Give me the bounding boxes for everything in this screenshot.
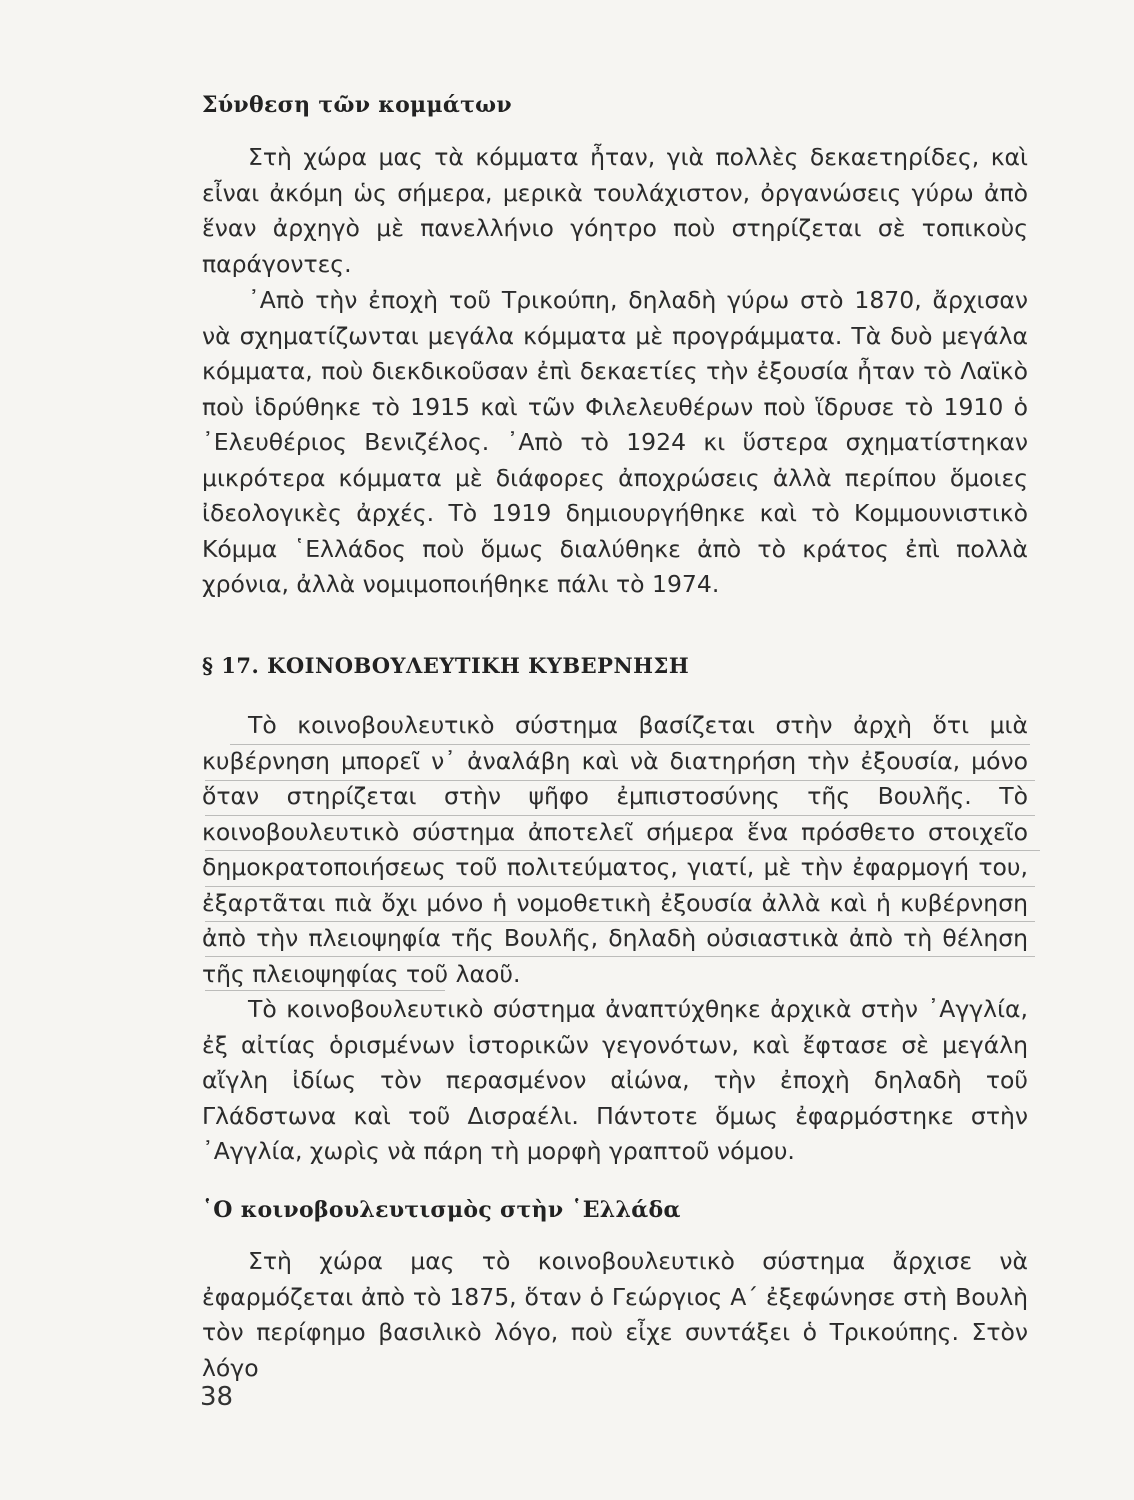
pencil-underline [205, 921, 1035, 922]
pencil-underline [205, 815, 1035, 816]
paragraph-greece-parliamentarism: Στὴ χώρα μας τὸ κοινοβουλευτικὸ σύστημα ἄρχισε νὰ ἐφαρμόζεται ἀπὸ τὸ 1875, ὅταν ὁ Γεώργιος Α΄ ἐξεφώνησε στὴ Βουλὴ τὸν περίφημο βασιλικὸ λόγο, ποὺ εἶχε συντάξει ὁ Τρικούπης. Στὸν λόγο [202, 1247, 1028, 1382]
pencil-underline [205, 850, 1040, 851]
section-heading-parliamentarism-greece: ῾Ο κοινοβουλευτισμὸς στὴν ῾Ελλάδα [202, 1197, 681, 1223]
pencil-underline [205, 886, 1035, 887]
pencil-underline [205, 990, 445, 991]
paragraph-parties-history: ᾿Απὸ τὴν ἐποχὴ τοῦ Τρικούπη, δηλαδὴ γύρω στὸ 1870, ἄρχισαν νὰ σχηματίζωνται μεγάλα κόμματα μὲ προγράμματα. Τὰ δυὸ μεγάλα κόμματα, ποὺ διεκδικοῦσαν ἐπὶ δεκαετίες τὴν ἐξουσία ἦταν τὸ Λαϊκὸ ποὺ ἱδρύθηκε τὸ 1915 καὶ τῶν Φιλελευθέρων ποὺ ἵδρυσε τὸ 1910 ὁ ᾿Ελευθέριος Βενιζέλος. ᾿Απὸ τὸ 1924 κι ὕστερα σχηματίστηκαν μικρότερα κόμματα μὲ διάφορες ἀποχρώσεις ἀλλὰ περίπου ὅμοιες ἰδεολογικὲς ἀρχές. Τὸ 1919 δημιουργήθηκε καὶ τὸ Κομμουνιστικὸ Κόμμα ῾Ελλάδος ποὺ ὅμως διαλύθηκε ἀπὸ τὸ κράτος ἐπὶ πολλὰ χρόνια, ἀλλὰ νομιμοποιήθηκε πάλι τὸ 1974. [202, 286, 1028, 598]
pencil-underline [205, 780, 1035, 781]
paragraph-england-origin: Τὸ κοινοβουλευτικὸ σύστημα ἀναπτύχθηκε ἀρχικὰ στὴν ᾿Αγγλία, ἐξ αἰτίας ὁρισμένων ἱστορικῶν γεγονότων, καὶ ἔφτασε σὲ μεγάλη αἴγλη ἰδίως τὸν περασμένον αἰώνα, τὴν ἐποχὴ δηλαδὴ τοῦ Γλάδστωνα καὶ τοῦ Δισραέλι. Πάντοτε ὅμως ἐφαρμόστηκε στὴν ᾿Αγγλία, χωρὶς νὰ πάρη τὴ μορφὴ γραπτοῦ νόμου. [202, 995, 1028, 1165]
page-number: 38 [200, 1382, 234, 1412]
pencil-underline [230, 744, 1030, 745]
section-heading-party-composition: Σύνθεση τῶν κομμάτων [202, 92, 512, 118]
paragraph-parties-intro: Στὴ χώρα μας τὰ κόμματα ἦταν, γιὰ πολλὲς δεκαετηρίδες, καὶ εἶναι ἀκόμη ὡς σήμερα, μερικὰ τουλάχιστον, ὀργανώσεις γύρω ἀπὸ ἕναν ἀρχηγὸ μὲ πανελλήνιο γόητρο ποὺ στηρίζεται σὲ τοπικοὺς παράγοντες. [202, 143, 1028, 278]
paragraph-parliamentary-system: Τὸ κοινοβουλευτικὸ σύστημα βασίζεται στὴν ἀρχὴ ὅτι μιὰ κυβέρνηση μπορεῖ ν᾿ ἀναλάβη καὶ νὰ διατηρήση τὴν ἐξουσία, μόνο ὅταν στηρίζεται στὴν ψῆφο ἐμπιστοσύνης τῆς Βουλῆς. Τὸ κοινοβουλευτικὸ σύστημα ἀποτελεῖ σήμερα ἕνα πρόσθετο στοιχεῖο δημοκρατοποιήσεως τοῦ πολιτεύματος, γιατί, μὲ τὴν ἐφαρμογή του, ἐξαρτᾶται πιὰ ὄχι μόνο ἡ νομοθετικὴ ἐξουσία ἀλλὰ καὶ ἡ κυβέρνηση ἀπὸ τὴν πλειοψηφία τῆς Βουλῆς, δηλαδὴ οὐσιαστικὰ ἀπὸ τὴ θέληση τῆς πλειοψηφίας τοῦ λαοῦ. [202, 711, 1028, 988]
section-title-parliamentary-government: § 17. ΚΟΙΝΟΒΟΥΛΕΥΤΙΚΗ ΚΥΒΕΡΝΗΣΗ [202, 653, 690, 678]
pencil-underline [205, 956, 1035, 957]
